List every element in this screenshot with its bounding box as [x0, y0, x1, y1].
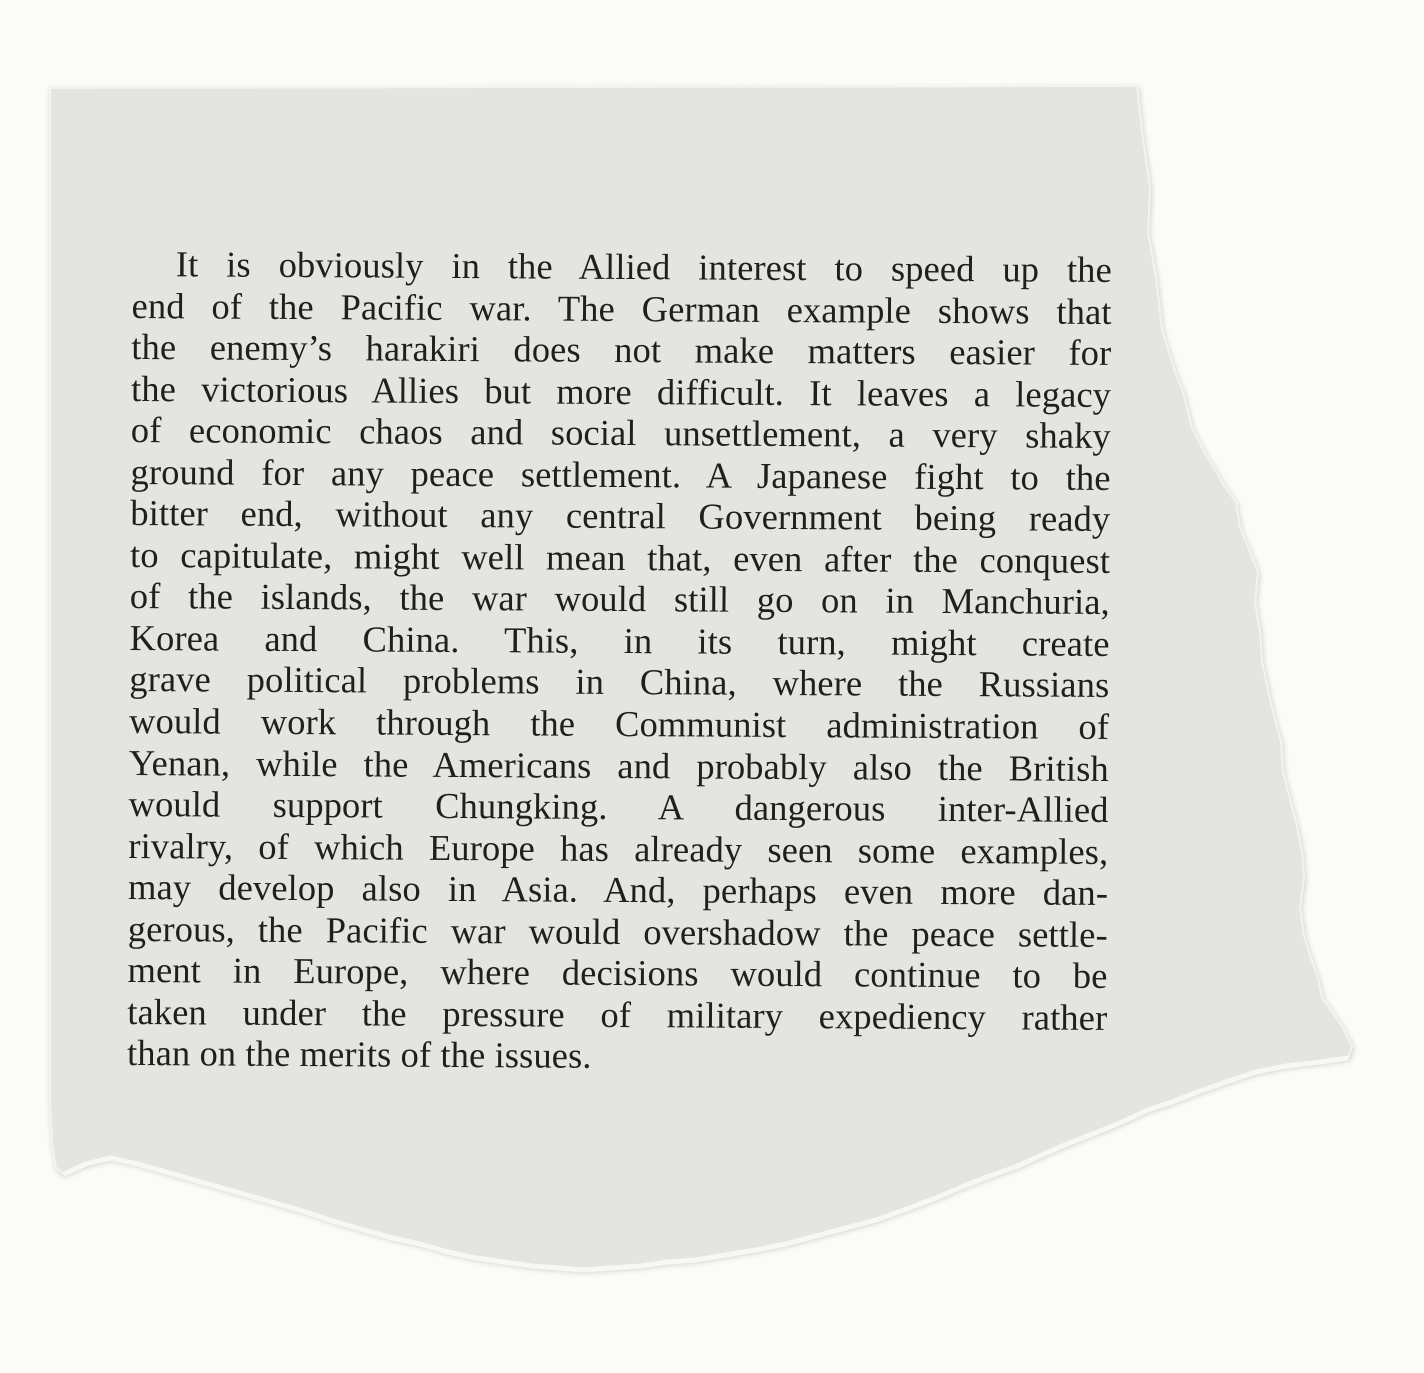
paragraph-line: gerous, the Pacific war would overshadow the peace settle-: [127, 907, 1108, 955]
paragraph-line: ment in Europe, where decisions would continue to be: [127, 949, 1108, 997]
paragraph-line: to capitulate, might well mean that, even after the conquest: [129, 533, 1111, 581]
paragraph-line: rivalry, of which Europe has already seen some examples,: [128, 824, 1109, 872]
paragraph-line: end of the Pacific war. The German example shows that: [131, 284, 1112, 332]
paragraph-line: the enemy’s harakiri does not make matters easier for: [131, 326, 1112, 374]
paragraph-line: the victorious Allies but more difficult. It leaves a legacy: [130, 367, 1112, 415]
paragraph-line: ground for any peace settlement. A Japanese fight to the: [130, 450, 1111, 498]
paragraph-line: grave political problems in China, where the Russians: [129, 658, 1110, 706]
article-paragraph: [127, 243, 1112, 1089]
paragraph-line: of the islands, the war would still go on in Manchuria,: [129, 575, 1110, 623]
paragraph-line: It is obviously in the Allied interest to speed up the: [175, 243, 1112, 290]
paragraph-line: Korea and China. This, in its turn, might create: [129, 616, 1110, 664]
paragraph-line: would support Chungking. A dangerous inter-Allied: [128, 783, 1109, 831]
paragraph-line: of economic chaos and social unsettlement, a very shaky: [130, 409, 1111, 457]
paragraph-line: would work through the Communist administration of: [128, 700, 1110, 747]
paragraph-line: than on the merits of the issues.: [126, 1032, 592, 1077]
paragraph-line: taken under the pressure of military expediency rather: [127, 990, 1108, 1038]
paragraph-line: may develop also in Asia. And, perhaps even more dan-: [127, 866, 1109, 914]
paragraph-line: bitter end, without any central Government being ready: [130, 492, 1111, 540]
paragraph-line: Yenan, while the Americans and probably also the British: [128, 741, 1109, 789]
